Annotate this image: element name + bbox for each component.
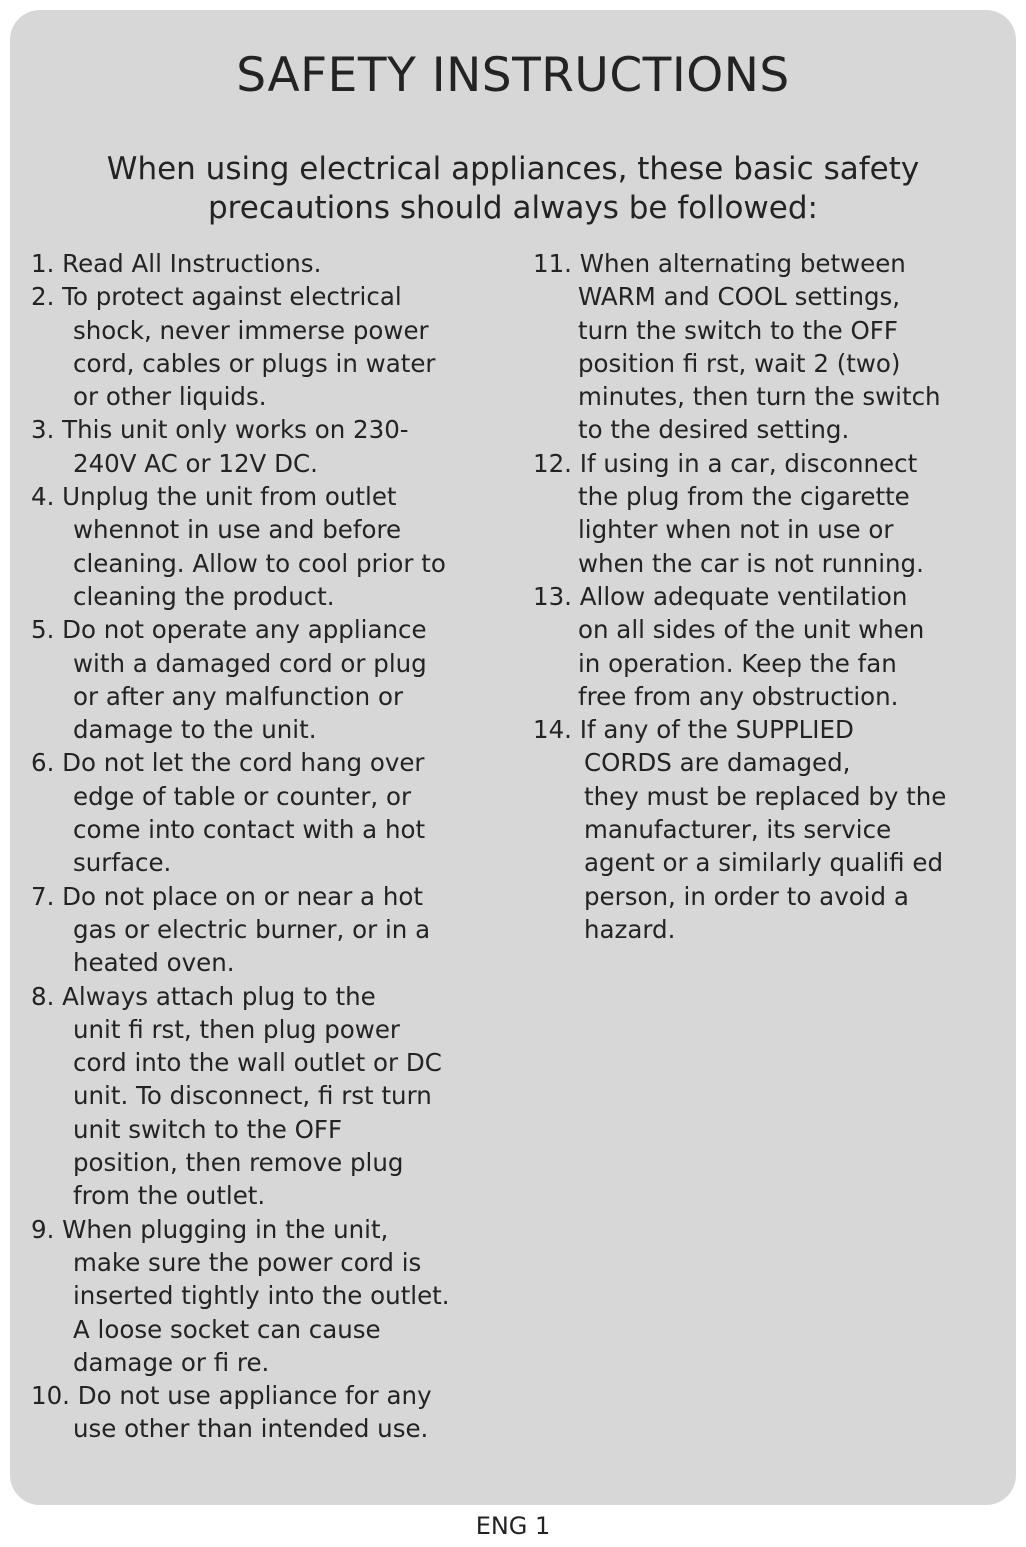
instruction-continuation-line: they must be replaced by the [584, 781, 947, 811]
instruction-first-line: 7. Do not place on or near a hot [31, 881, 423, 911]
instruction-item [31, 480, 511, 613]
instruction-continuation-line: from the outlet. [73, 1181, 266, 1211]
instruction-item [31, 746, 511, 879]
instruction-continuation-line: whennot in use and before [73, 515, 402, 545]
instruction-item [31, 880, 511, 980]
instruction-continuation-line: unit switch to the OFF [73, 1114, 343, 1144]
instruction-continuation-line: unit. To disconnect, fi rst turn [73, 1081, 432, 1111]
instruction-item [31, 280, 511, 413]
instruction-continuation-line: cleaning the product. [73, 581, 335, 611]
instruction-continuation-line: agent or a similarly qualifi ed [584, 848, 943, 878]
instruction-first-line: 4. Unplug the unit from outlet [31, 482, 397, 512]
instructions-list-right [533, 247, 1008, 946]
instruction-item [31, 1379, 511, 1446]
instruction-item [533, 580, 1008, 713]
instruction-item [533, 447, 1008, 580]
instruction-first-line: 12. If using in a car, disconnect [533, 448, 918, 478]
instruction-continuation-line: or after any malfunction or [73, 681, 404, 711]
instruction-continuation-line: with a damaged cord or plug [73, 648, 427, 678]
instruction-continuation-line: lighter when not in use or [578, 515, 894, 545]
instruction-continuation-line: heated oven. [73, 948, 235, 978]
instruction-continuation-line: hazard. [584, 914, 676, 944]
instruction-continuation-line: or other liquids. [73, 382, 267, 412]
instruction-first-line: 11. When alternating between [533, 249, 906, 278]
instruction-continuation-line: when the car is not running. [578, 548, 924, 578]
instruction-first-line: 6. Do not let the cord hang over [31, 748, 425, 778]
instruction-continuation-line: shock, never immerse power [73, 315, 429, 345]
instruction-first-line: 5. Do not operate any appliance [31, 615, 427, 645]
page-number: ENG 1 [475, 1512, 551, 1540]
instruction-item [31, 247, 511, 280]
instruction-continuation-line: free from any obstruction. [578, 681, 899, 711]
instruction-continuation-line: edge of table or counter, or [73, 781, 412, 811]
instruction-continuation-line: position fi rst, wait 2 (two) [578, 348, 901, 378]
page-title: SAFETY INSTRUCTIONS [236, 48, 790, 103]
instruction-continuation-line: damage or fi re. [73, 1347, 270, 1377]
instruction-continuation-line: 240V AC or 12V DC. [73, 448, 318, 478]
instruction-first-line: 10. Do not use appliance for any [31, 1381, 432, 1411]
instruction-continuation-line: turn the switch to the OFF [578, 315, 898, 345]
intro-text [63, 150, 963, 228]
instruction-item [31, 980, 511, 1213]
instruction-continuation-line: damage to the unit. [73, 715, 317, 745]
instruction-continuation-line: cord, cables or plugs in water [73, 348, 436, 378]
instruction-continuation-line: inserted tightly into the outlet. [73, 1281, 450, 1311]
instruction-first-line: 3. This unit only works on 230- [31, 415, 409, 445]
instruction-continuation-line: make sure the power cord is [73, 1247, 422, 1277]
instruction-continuation-line: unit fi rst, then plug power [73, 1014, 400, 1044]
instruction-continuation-line: manufacturer, its service [584, 815, 892, 845]
instruction-continuation-line: WARM and COOL settings, [578, 282, 901, 312]
intro-line: precautions should always be followed: [208, 190, 818, 226]
instruction-continuation-line: gas or electric burner, or in a [73, 914, 431, 944]
instruction-continuation-line: in operation. Keep the fan [578, 648, 897, 678]
instruction-first-line: 8. Always attach plug to the [31, 981, 376, 1011]
instruction-item [31, 613, 511, 746]
instruction-continuation-line: cleaning. Allow to cool prior to [73, 548, 446, 578]
instruction-continuation-line: A loose socket can cause [73, 1314, 381, 1344]
instruction-continuation-line: position, then remove plug [73, 1148, 404, 1178]
instruction-first-line: 2. To protect against electrical [31, 282, 402, 312]
instruction-item [31, 413, 511, 480]
instruction-first-line: 1. Read All Instructions. [31, 249, 322, 278]
instruction-first-line: 14. If any of the SUPPLIED [533, 715, 854, 745]
instruction-continuation-line: minutes, then turn the switch [578, 382, 941, 412]
instruction-continuation-line: come into contact with a hot [73, 815, 426, 845]
instruction-item [533, 247, 1008, 447]
instruction-first-line: 9. When plugging in the unit, [31, 1214, 389, 1244]
instruction-continuation-line: surface. [73, 848, 172, 878]
instruction-continuation-line: on all sides of the unit when [578, 615, 925, 645]
intro-line: When using electrical appliances, these basic safety [106, 151, 920, 187]
instruction-continuation-line: cord into the wall outlet or DC [73, 1048, 442, 1078]
instruction-continuation-line: CORDS are damaged, [584, 748, 851, 778]
instruction-continuation-line: the plug from the cigarette [578, 482, 910, 512]
instruction-item [31, 1213, 511, 1379]
instruction-continuation-line: person, in order to avoid a [584, 881, 909, 911]
instruction-continuation-line: use other than intended use. [73, 1414, 429, 1444]
instructions-list-left [31, 247, 511, 1446]
instruction-item [533, 713, 1008, 946]
instruction-continuation-line: to the desired setting. [578, 415, 850, 445]
instruction-first-line: 13. Allow adequate ventilation [533, 581, 908, 611]
